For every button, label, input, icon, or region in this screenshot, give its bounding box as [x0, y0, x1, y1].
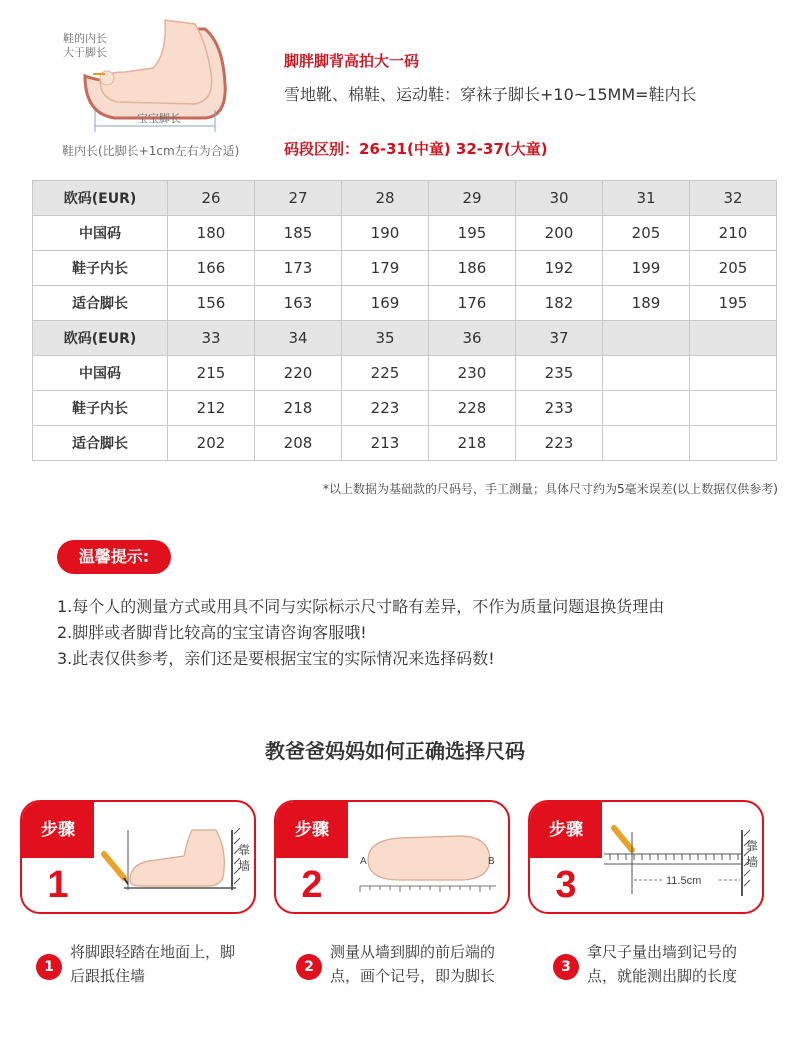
table-header-row — [33, 321, 777, 356]
table-cell — [603, 426, 690, 461]
table-cell: 163 — [255, 286, 342, 321]
table-cell: 27 — [255, 181, 342, 216]
table-cell — [690, 356, 777, 391]
mark-b: B — [488, 856, 495, 867]
table-cell: 205 — [603, 216, 690, 251]
table-row — [33, 426, 777, 461]
table-cell: 26 — [168, 181, 255, 216]
step-desc-text: 测量从墙到脚的前后端的点，画个记号，即为脚长 — [330, 943, 496, 985]
step-badge — [22, 802, 94, 912]
table-cell: 218 — [429, 426, 516, 461]
table-cell: 35 — [342, 321, 429, 356]
table-header-row — [33, 181, 777, 216]
table-cell: 205 — [690, 251, 777, 286]
step-card-3 — [528, 800, 764, 914]
table-cell: 213 — [342, 426, 429, 461]
table-cell: 218 — [255, 391, 342, 426]
row-label: 欧码(EUR) — [33, 181, 168, 216]
foot-against-wall-illustration — [96, 808, 252, 908]
step-card-1 — [20, 800, 256, 914]
table-cell: 223 — [342, 391, 429, 426]
row-label: 鞋子内长 — [33, 251, 168, 286]
row-label: 适合脚长 — [33, 426, 168, 461]
wall-label: 墙 — [238, 859, 251, 873]
step-badge — [530, 802, 602, 912]
tip-title: 脚胖脚背高拍大一码 — [284, 52, 420, 70]
table-cell: 32 — [690, 181, 777, 216]
size-range: 码段区别：26-31(中童) 32-37(大童) — [284, 140, 548, 158]
step-desc-number: 1 — [36, 954, 62, 980]
table-cell: 210 — [690, 216, 777, 251]
row-label: 适合脚长 — [33, 286, 168, 321]
table-cell: 190 — [342, 216, 429, 251]
wall-label: 靠 — [746, 839, 759, 853]
table-cell — [603, 356, 690, 391]
table-cell: 156 — [168, 286, 255, 321]
table-cell: 195 — [429, 216, 516, 251]
reminder-item: 1.每个人的测量方式或用具不同与实际标示尺寸略有差异，不作为质量问题退换货理由 — [57, 597, 665, 616]
table-cell: 182 — [516, 286, 603, 321]
table-cell: 195 — [690, 286, 777, 321]
step-card-2 — [274, 800, 510, 914]
reminder-item: 3.此表仅供参考，亲们还是要根据宝宝的实际情况来选择码数! — [57, 649, 495, 668]
shoe-vs-foot-label-1: 鞋的内长 — [63, 33, 107, 45]
table-cell: 220 — [255, 356, 342, 391]
top-section — [0, 0, 790, 175]
wall-label: 靠 — [238, 843, 251, 857]
table-cell: 179 — [342, 251, 429, 286]
ruler-measure-illustration — [604, 808, 760, 908]
table-cell: 199 — [603, 251, 690, 286]
table-cell — [603, 321, 690, 356]
foot-length-label: 宝宝脚长 — [137, 113, 181, 125]
step-label: 步骤 — [530, 802, 602, 858]
table-cell: 189 — [603, 286, 690, 321]
mark-a: A — [360, 856, 367, 867]
step-number: 3 — [555, 864, 577, 906]
table-cell: 192 — [516, 251, 603, 286]
foot-outline-illustration — [350, 808, 506, 908]
table-cell: 29 — [429, 181, 516, 216]
table-cell: 166 — [168, 251, 255, 286]
row-label: 鞋子内长 — [33, 391, 168, 426]
table-cell: 212 — [168, 391, 255, 426]
table-cell: 185 — [255, 216, 342, 251]
reminder-list — [57, 594, 757, 672]
table-row — [33, 356, 777, 391]
table-row — [33, 216, 777, 251]
table-cell: 215 — [168, 356, 255, 391]
reminder-item: 2.脚胖或者脚背比较高的宝宝请咨询客服哦! — [57, 623, 367, 642]
howto-title: 教爸爸妈妈如何正确选择尺码 — [265, 739, 525, 763]
row-label: 中国码 — [33, 356, 168, 391]
table-cell: 37 — [516, 321, 603, 356]
step-desc-number: 3 — [553, 954, 579, 980]
step-number: 2 — [301, 864, 323, 906]
table-cell: 235 — [516, 356, 603, 391]
table-row — [33, 251, 777, 286]
table-cell — [690, 321, 777, 356]
shoe-vs-foot-label-2: 大于脚长 — [63, 47, 107, 59]
step-badge — [276, 802, 348, 912]
table-cell: 28 — [342, 181, 429, 216]
table-cell: 173 — [255, 251, 342, 286]
table-cell: 169 — [342, 286, 429, 321]
shoe-length-caption: 鞋内长(比脚长+1cm左右为合适) — [62, 144, 240, 158]
table-cell — [603, 391, 690, 426]
table-cell: 186 — [429, 251, 516, 286]
wall-label: 墙 — [746, 855, 759, 869]
table-cell — [690, 426, 777, 461]
measure-label: 11.5cm — [666, 875, 702, 887]
table-cell: 228 — [429, 391, 516, 426]
table-cell: 36 — [429, 321, 516, 356]
row-label: 中国码 — [33, 216, 168, 251]
foot-in-shoe-illustration — [55, 14, 245, 139]
table-cell: 176 — [429, 286, 516, 321]
table-cell: 233 — [516, 391, 603, 426]
step-desc-text: 将脚跟轻踏在地面上，脚后跟抵住墙 — [70, 943, 236, 985]
table-cell: 200 — [516, 216, 603, 251]
tip-line: 雪地靴、棉鞋、运动鞋：穿袜子脚长+10~15MM=鞋内长 — [284, 85, 697, 104]
reminder-badge: 温馨提示: — [57, 540, 171, 574]
step-label: 步骤 — [22, 802, 94, 858]
table-row — [33, 286, 777, 321]
table-cell: 225 — [342, 356, 429, 391]
step-label: 步骤 — [276, 802, 348, 858]
table-cell: 230 — [429, 356, 516, 391]
size-table — [32, 180, 777, 461]
table-cell — [690, 391, 777, 426]
table-cell: 202 — [168, 426, 255, 461]
table-cell: 33 — [168, 321, 255, 356]
step-desc-number: 2 — [296, 954, 322, 980]
row-label: 欧码(EUR) — [33, 321, 168, 356]
step-number: 1 — [47, 864, 69, 906]
measurement-note: *以上数据为基础款的尺码号，手工测量；具体尺寸约为5毫米误差(以上数据仅供参考) — [322, 482, 778, 496]
step-desc-text: 拿尺子量出墙到记号的点，就能测出脚的长度 — [587, 943, 738, 985]
table-cell: 223 — [516, 426, 603, 461]
table-cell: 34 — [255, 321, 342, 356]
table-row — [33, 391, 777, 426]
table-cell: 180 — [168, 216, 255, 251]
table-cell: 31 — [603, 181, 690, 216]
table-cell: 30 — [516, 181, 603, 216]
table-cell: 208 — [255, 426, 342, 461]
